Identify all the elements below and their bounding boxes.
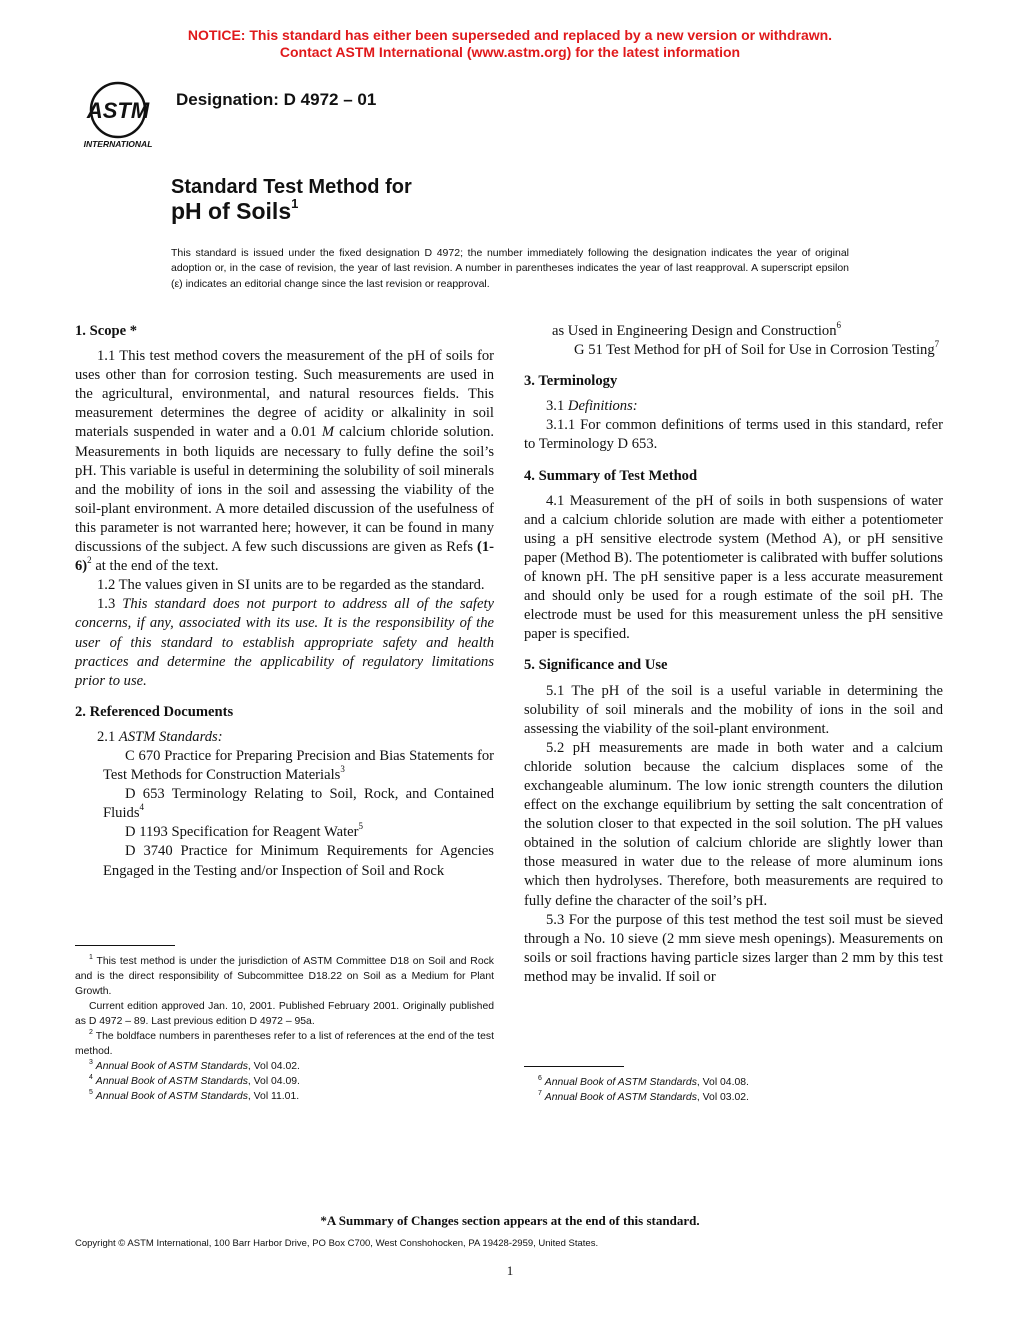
ref-d1193: D 1193 Specification for Reagent Water$^5$ — [125, 821, 363, 841]
significance-5-2: 5.2 pH measurements are made in both water and a calcium chloride solution because the calcium displaces some of the exchangeable aluminum. The low ionic strength counters the dilution effect on the exchange equilibrium by setting the salt concentration of the solution closer to that expected in the soil solution. The pH values obtained in the solution of calcium chloride are slightly lower than those measured in water due to the release of more aluminum ions which then hydrolyses. Therefore, both measurements are required to fully define the character of the soil’s pH. — [524, 739, 943, 909]
title-line-1: Standard Test Method for — [171, 176, 412, 198]
scope-heading: 1. Scope * — [75, 323, 138, 339]
astm-standards-label: 2.1 ASTM Standards: — [97, 728, 223, 745]
terminology-heading: 3. Terminology — [524, 373, 618, 390]
footnote-7: $^7$ Annual Book of ASTM Standards, Vol 03.02. — [538, 1089, 749, 1103]
footnote-rule-right — [524, 1066, 624, 1067]
ref-d3740: D 3740 Practice for Minimum Requirements for Agencies Engaged in the Testing and/or Inspection of Soil and Rock — [103, 843, 494, 879]
significance-5-1: 5.1 The pH of the soil is a useful variable in determining the solubility of soil minerals and the mobility of ions in the soil and assessing the viability of the soil-plant environment. — [524, 682, 943, 737]
footnote-5: $^5$ Annual Book of ASTM Standards, Vol 11.01. — [89, 1088, 300, 1102]
logo-text: ASTM — [86, 98, 150, 123]
copyright: Copyright © ASTM International, 100 Barr Harbor Drive, PO Box C700, West Conshohocken, PA 19428-2959, United States. — [75, 1238, 599, 1249]
ref-d653: D 653 Terminology Relating to Soil, Rock, and Contained Fluids$^4$ — [103, 786, 494, 822]
logo-subtext: INTERNATIONAL — [83, 139, 153, 149]
ref-c670: C 670 Practice for Preparing Precision and Bias Statements for Test Methods for Construction Materials$^3$ — [103, 747, 494, 784]
page-title — [171, 175, 412, 223]
summary-of-changes-note: *A Summary of Changes section appears at the end of this standard. — [320, 1213, 700, 1228]
notice-banner — [0, 27, 1020, 61]
scope-1-1: 1.1 This test method covers the measurement of the pH of soils for uses other than for corrosion testing. Such measurements are used in the agricultural, environmental, and natural resources fields. This measurement determines the degree of acidity or alkalinity in soil materials suspended in water and a 0.01 M calcium chloride solution. Measurements in both liquids are necessary to fully define the soil’s pH. This variable is useful in determining the solubility of soil minerals and the mobility of ions in the soil and assessing the viability of the soil-plant environment. A more detailed discussion of the usefulness of this parameter is not warranted here; however, it can be found in many discussions of the subject. A few such discussions are given as Refs $(1-6)^2$ at the end of the text. — [75, 348, 495, 575]
footnote-6: $^6$ Annual Book of ASTM Standards, Vol 04.08. — [538, 1074, 749, 1088]
astm-logo — [74, 80, 162, 152]
page-number: 1 — [506, 1263, 514, 1278]
significance-heading: 5. Significance and Use — [524, 657, 668, 674]
ref-g51: G 51 Test Method for pH of Soil for Use in Corrosion Testing$^7$ — [574, 339, 940, 359]
preamble: This standard is issued under the fixed designation D 4972; the number immediately following the designation indicates the year of original adoption or, in the case of revision, the year of last revision. A number in parentheses indicates the year of last reapproval. A superscript epsilon (ε) indicates an editorial change since the last revision or reapproval. — [171, 247, 849, 290]
summary-heading: 4. Summary of Test Method — [524, 467, 698, 484]
definitions-label: 3.1 Definitions: — [546, 398, 638, 415]
designation: Designation: D 4972 – 01 — [176, 90, 377, 109]
footnotes-right — [524, 1075, 943, 1105]
right-column — [524, 322, 943, 987]
scope-1-2: 1.2 The values given in SI units are to be regarded as the standard. — [97, 577, 485, 594]
footnote-1b: Current edition approved Jan. 10, 2001. Published February 2001. Originally published as D 4972 – 89. Last previous edition D 4972 – 95a. — [75, 1001, 494, 1027]
footnote-4: $^4$ Annual Book of ASTM Standards, Vol 04.09. — [89, 1073, 300, 1087]
footnotes-left — [75, 954, 494, 1104]
footnote-rule-left — [75, 945, 175, 946]
ref-d3740-continued: as Used in Engineering Design and Construction$^6$ — [552, 320, 842, 339]
left-column — [75, 322, 494, 881]
footnote-3: $^3$ Annual Book of ASTM Standards, Vol 04.02. — [89, 1058, 300, 1072]
scope-1-3: 1.3 This standard does not purport to address all of the safety concerns, if any, associated with its use. It is the responsibility of the user of this standard to establish appropriate safety and health practices and determine the applicability of regulatory limitations prior to use. — [75, 596, 494, 689]
title-footnote-mark: 1 — [291, 196, 299, 212]
referenced-heading: 2. Referenced Documents — [75, 703, 234, 720]
notice-line-1: NOTICE: This standard has either been superseded and replaced by a new version or withdrawn. — [187, 27, 833, 43]
notice-line-2: Contact ASTM International (www.astm.org) for the latest information — [279, 44, 741, 60]
significance-5-3: 5.3 For the purpose of this test method the test soil must be sieved through a No. 10 sieve (2 mm sieve mesh openings). Measurements on soils or soil fractions having particle sizes larger than 2 mm by this test method may be invalid. If soil or — [524, 911, 943, 985]
terminology-3-1-1: 3.1.1 For common definitions of terms used in this standard, refer to Terminology D 653. — [524, 417, 943, 453]
footnote-1: $^1$ This test method is under the jurisdiction of ASTM Committee D18 on Soil and Rock and is the direct responsibility of Subcommittee D18.22 on Soil as a Medium for Plant Growth. — [75, 953, 494, 997]
title-line-2: pH of Soils — [171, 198, 292, 224]
footnote-2: $^2$ The boldface numbers in parentheses refer to a list of references at the end of the test method. — [75, 1028, 495, 1057]
summary-4-1: 4.1 Measurement of the pH of soils in both suspensions of water and a calcium chloride solution are made with either a potentiometer using a pH sensitive electrode system (Method A), or pH sensitive paper (Method B). The potentiometer is calibrated with buffer solutions of known pH. The pH sensitive paper is a less accurate measurement and should only be used for a rough estimate of the soil pH. The electrode must be used for this measurement unless the pH sensitive paper is specified. — [524, 492, 943, 643]
